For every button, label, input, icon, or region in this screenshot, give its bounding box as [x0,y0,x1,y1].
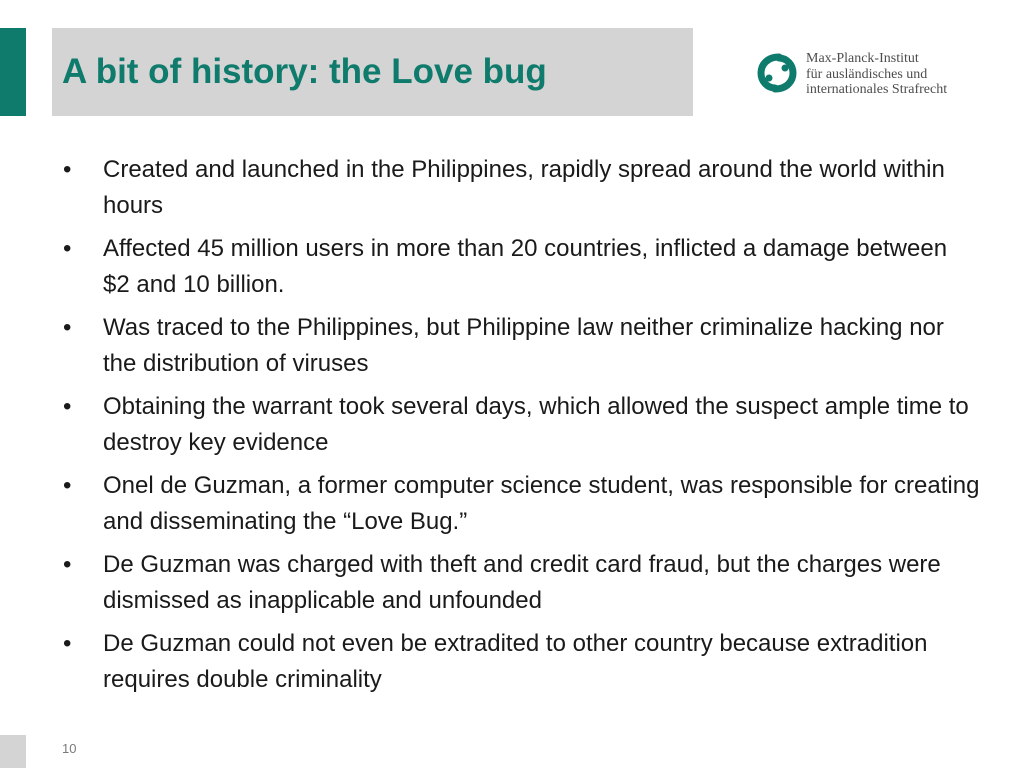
title-box [52,28,693,116]
bullet-item [60,468,980,540]
logo-line-1: Max-Planck-Institut [806,51,919,66]
bullet-text: De Guzman could not even be extradited to other country because extradition requires double criminality [103,630,928,693]
bullet-dot-icon: • [63,551,72,578]
bullet-item [60,626,980,698]
title-accent-bar [0,28,26,116]
bullet-dot-icon: • [63,393,72,420]
slide-title: A bit of history: the Love bug [62,52,547,91]
bullet-item [60,389,980,461]
bullet-text: Created and launched in the Philippines, rapidly spread around the world within hours [103,156,945,219]
logo-text [806,51,947,98]
logo-line-2: für ausländisches und [806,66,928,82]
bullet-dot-icon: • [63,472,72,499]
bullet-dot-icon: • [63,630,72,657]
bullet-text: Affected 45 million users in more than 20 countries, inflicted a damage between $2 and 10 billion. [103,235,948,298]
footer-accent-square [0,735,26,768]
bullet-item [60,152,980,224]
institute-logo [757,51,947,98]
bullet-item [60,231,980,303]
bullet-text: Obtaining the warrant took several days, which allowed the suspect ample time to destroy key evidence [103,393,969,456]
bullet-dot-icon: • [63,156,72,183]
bullet-text: Onel de Guzman, a former computer science student, was responsible for creating and disseminating the “Love Bug.” [103,472,980,535]
bullet-item [60,310,980,382]
mpi-logo-icon [757,51,797,95]
page-number: 10 [62,741,77,756]
logo-line-3: internationales Strafrecht [806,82,948,97]
bullet-text: Was traced to the Philippines, but Philippine law neither criminalize hacking nor the distribution of viruses [103,314,944,377]
bullet-list [60,152,980,705]
bullet-dot-icon: • [63,235,72,262]
bullet-text: De Guzman was charged with theft and credit card fraud, but the charges were dismissed as inapplicable and unfounded [103,551,941,614]
bullet-dot-icon: • [63,314,72,341]
bullet-item [60,547,980,619]
